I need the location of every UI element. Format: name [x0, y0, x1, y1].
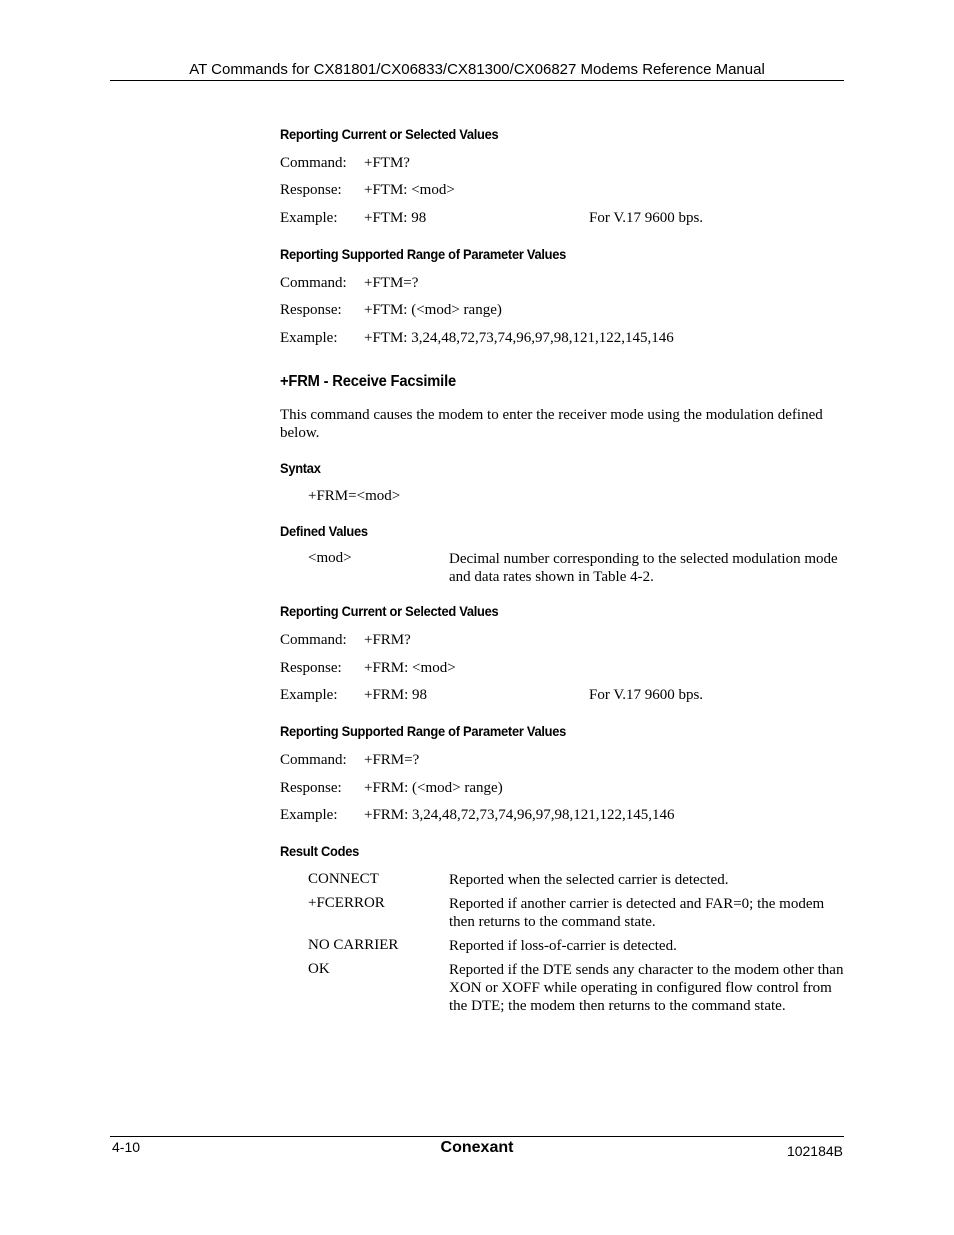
- frm-range-example-label: Example:: [280, 807, 338, 823]
- result-code-description: Reported if another carrier is detected and FAR=0; the modem then returns to the command state.: [449, 896, 825, 930]
- frm-range-response-label: Response:: [280, 780, 342, 796]
- frm-range-command-label: Command:: [280, 752, 347, 768]
- ftm-current-command-label: Command:: [280, 155, 347, 171]
- ftm-current-example-note: For V.17 9600 bps.: [589, 210, 704, 226]
- frm-range-example: +FRM: 3,24,48,72,73,74,96,97,98,121,122,145,146: [364, 807, 675, 823]
- ftm-current-example: +FTM: 98: [364, 210, 427, 226]
- frm-current-command-label: Command:: [280, 632, 347, 648]
- result-codes-heading: Result Codes: [280, 843, 360, 859]
- ftm-range-example-label: Example:: [280, 330, 338, 346]
- company-name: Conexant: [440, 1139, 514, 1156]
- frm-current-response-label: Response:: [280, 660, 342, 676]
- result-code: +FCERROR: [308, 895, 385, 911]
- param-name: <mod>: [308, 550, 352, 566]
- frm-current-example: +FRM: 98: [364, 687, 428, 703]
- ftm-current-response-label: Response:: [280, 182, 342, 198]
- frm-current-response: +FRM: <mod>: [364, 660, 456, 676]
- frm-section-title: +FRM - Receive Facsimile: [280, 373, 456, 390]
- frm-current-example-note: For V.17 9600 bps.: [589, 687, 704, 703]
- frm-range-command: +FRM=?: [364, 752, 420, 768]
- ftm-current-response: +FTM: <mod>: [364, 182, 455, 198]
- header-divider: [110, 80, 844, 81]
- ftm-range-example: +FTM: 3,24,48,72,73,74,96,97,98,121,122,145,146: [364, 330, 674, 346]
- result-code-description: Reported if the DTE sends any character to the modem other than XON or XOFF while operating in configured flow control from the DTE; the modem then returns to the command state.: [449, 962, 844, 1014]
- defined-values-heading: Defined Values: [280, 523, 368, 539]
- syntax-heading: Syntax: [280, 460, 321, 476]
- result-code: OK: [308, 961, 330, 977]
- frm-current-heading: Reporting Current or Selected Values: [280, 603, 499, 619]
- syntax-text: +FRM=<mod>: [308, 488, 401, 504]
- frm-current-example-label: Example:: [280, 687, 338, 703]
- param-description: Decimal number corresponding to the selected modulation mode and data rates shown in Table 4-2.: [449, 551, 838, 585]
- frm-current-command: +FRM?: [364, 632, 411, 648]
- ftm-current-heading: Reporting Current or Selected Values: [280, 126, 499, 142]
- ftm-range-response-label: Response:: [280, 302, 342, 318]
- result-code-description: Reported if loss-of-carrier is detected.: [449, 938, 677, 954]
- result-code: CONNECT: [308, 871, 379, 887]
- frm-range-response: +FRM: (<mod> range): [364, 780, 503, 796]
- page-header-title: AT Commands for CX81801/CX06833/CX81300/CX06827 Modems Reference Manual: [189, 61, 765, 78]
- frm-description: This command causes the modem to enter the receiver mode using the modulation defined below.: [280, 407, 823, 441]
- result-code-description: Reported when the selected carrier is detected.: [449, 872, 729, 888]
- page-number: 4-10: [112, 1139, 141, 1155]
- frm-range-heading: Reporting Supported Range of Parameter Values: [280, 723, 567, 739]
- ftm-current-command: +FTM?: [364, 155, 410, 171]
- ftm-range-command: +FTM=?: [364, 275, 419, 291]
- document-number: 102184B: [786, 1143, 843, 1159]
- ftm-current-example-label: Example:: [280, 210, 338, 226]
- footer-divider: [110, 1136, 844, 1137]
- ftm-range-heading: Reporting Supported Range of Parameter Values: [280, 246, 567, 262]
- ftm-range-response: +FTM: (<mod> range): [364, 302, 502, 318]
- ftm-range-command-label: Command:: [280, 275, 347, 291]
- result-code: NO CARRIER: [308, 937, 399, 953]
